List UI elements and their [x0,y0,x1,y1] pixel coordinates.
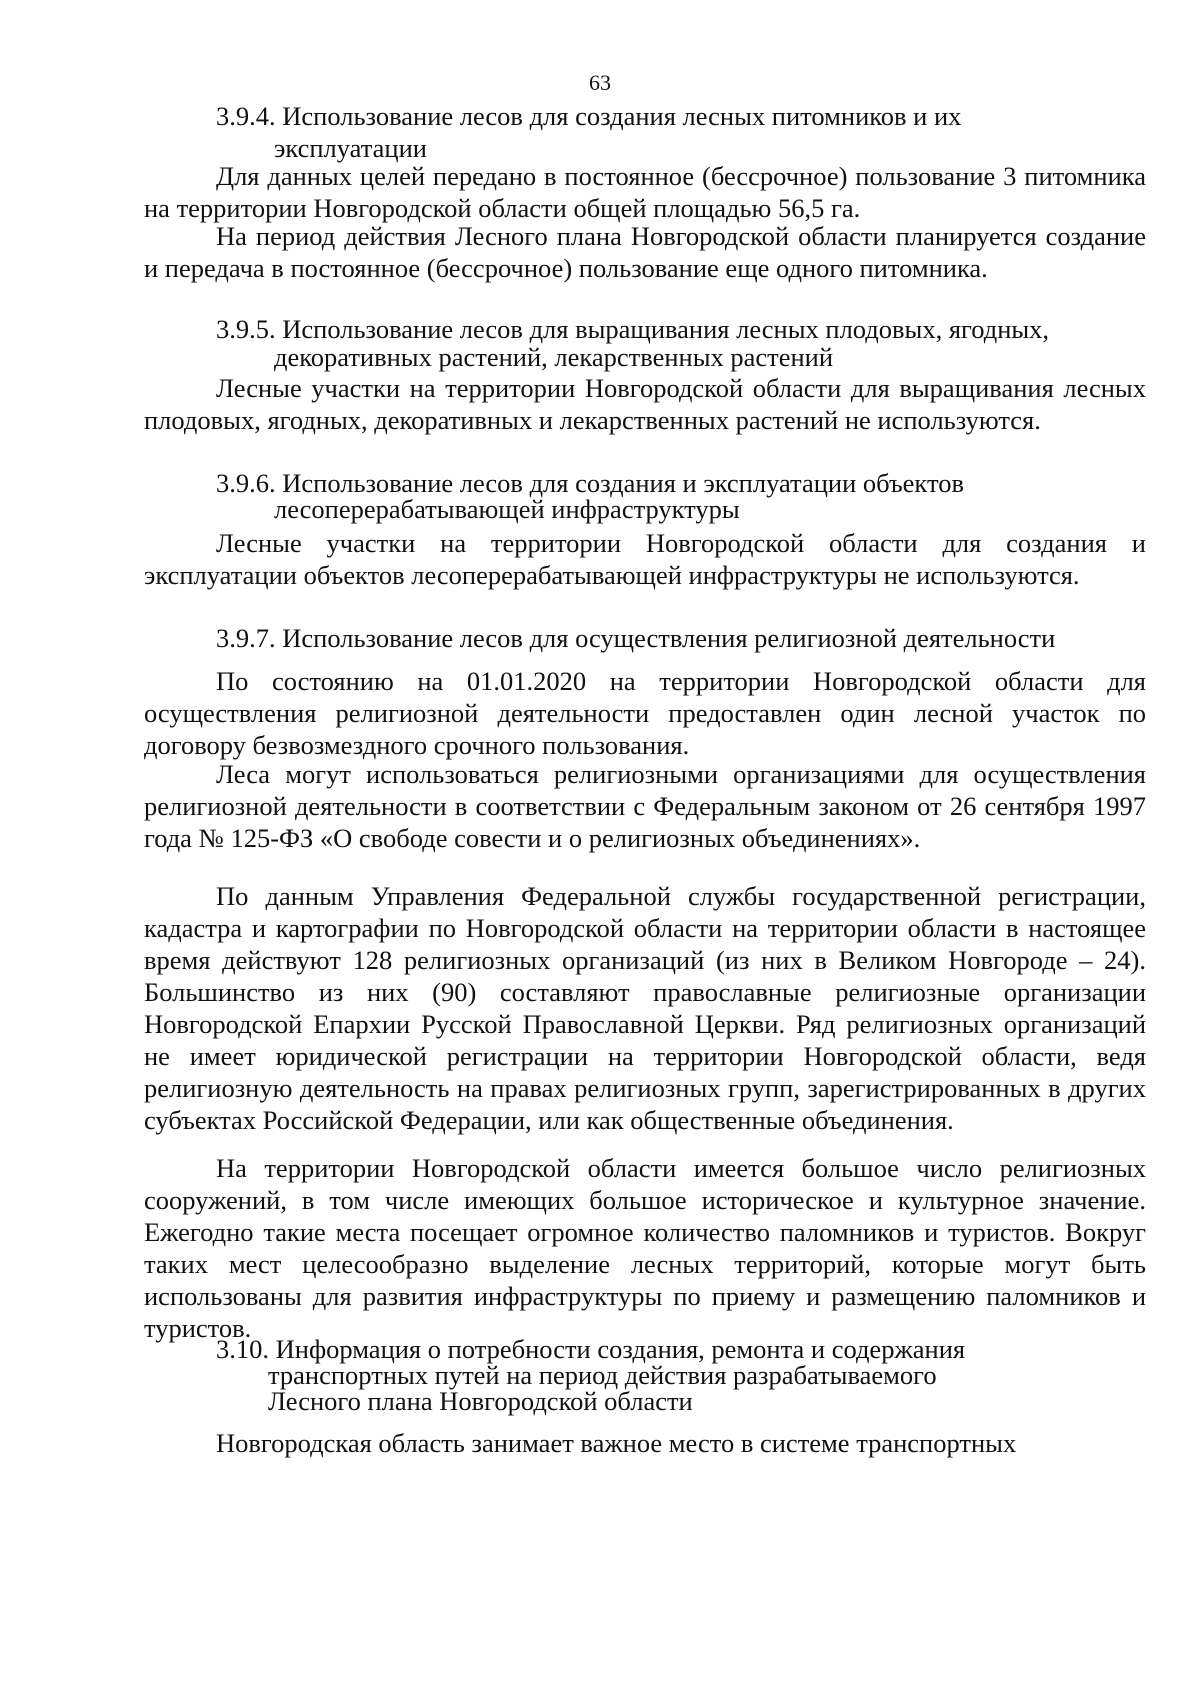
paragraph: На территории Новгородской области имеется большое число религиозных сооружений, в том числе имеющих большое историческое и культурное значение. Ежегодно такие места посещает огромное количество паломников и туристов. Вокруг таких мест целесообразно выделение лесных территорий, которые могут быть использованы для развития инфраструктуры по приему и размещению паломников и туристов. [144,1153,1146,1343]
paragraph: Новгородская область занимает важное место в системе транспортных [216,1428,1017,1458]
heading-line: декоративных растений, лекарственных растений [274,342,834,372]
section-3-10-heading [144,1333,1146,1417]
paragraph: Для данных целей передано в постоянное (бессрочное) пользование 3 питомника на территории Новгородской области общей площадью 56,5 га. [144,161,1146,223]
section-3-9-7-heading [144,622,1146,654]
paragraph: Лесные участки на территории Новгородской области для создания и эксплуатации объектов лесоперерабатывающей инфраструктуры не используются. [144,528,1146,590]
paragraph: Лесные участки на территории Новгородской области для выращивания лесных плодовых, ягодных, декоративных и лекарственных растений не используются. [144,373,1146,435]
paragraph: По состоянию на 01.01.2020 на территории Новгородской области для осуществления религиозной деятельности предоставлен один лесной участок по договору безвозмездного срочного пользования. [144,666,1146,760]
heading-line: 3.9.5. Использование лесов для выращивания лесных плодовых, ягодных, [216,314,1050,344]
section-3-9-5-heading [144,313,1146,373]
heading-line: 3.9.7. Использование лесов для осуществления религиозной деятельности [216,623,1056,653]
heading-line: 3.10. Информация о потребности создания, ремонта и содержания [216,1334,966,1364]
heading-line: 3.9.6. Использование лесов для создания и эксплуатации объектов [216,468,964,498]
page-number: 63 [589,70,611,95]
heading-line: эксплуатации [274,133,427,163]
heading-line: транспортных путей на период действия разрабатываемого [268,1360,937,1390]
section-3-9-6-heading [144,467,1146,525]
paragraph: Леса могут использоваться религиозными организациями для осуществления религиозной деятельности в соответствии с Федеральным законом от 26 сентября 1997 года № 125-ФЗ «О свободе совести и о религиозных объединениях». [144,759,1146,853]
heading-line: Лесного плана Новгородской области [268,1386,693,1416]
paragraph: По данным Управления Федеральной службы государственной регистрации, кадастра и картографии по Новгородской области на территории области в настоящее время действуют 128 религиозных организаций (из них в Великом Новгороде – 24). Большинство из них (90) составляют православные религиозные организации Новгородской Епархии Русской Православной Церкви. Ряд религиозных организаций не имеет юридической регистрации на территории Новгородской области, ведя религиозную деятельность на правах религиозных групп, зарегистрированных в других субъектах Российской Федерации, или как общественные объединения. [144,881,1146,1135]
heading-line: 3.9.4. Использование лесов для создания лесных питомников и их [216,101,962,131]
section-3-9-4-heading [144,100,1146,164]
heading-line: лесоперерабатывающей инфраструктуры [274,494,740,524]
paragraph: На период действия Лесного плана Новгородской области планируется создание и передача в постоянное (бессрочное) пользование еще одного питомника. [144,221,1146,283]
